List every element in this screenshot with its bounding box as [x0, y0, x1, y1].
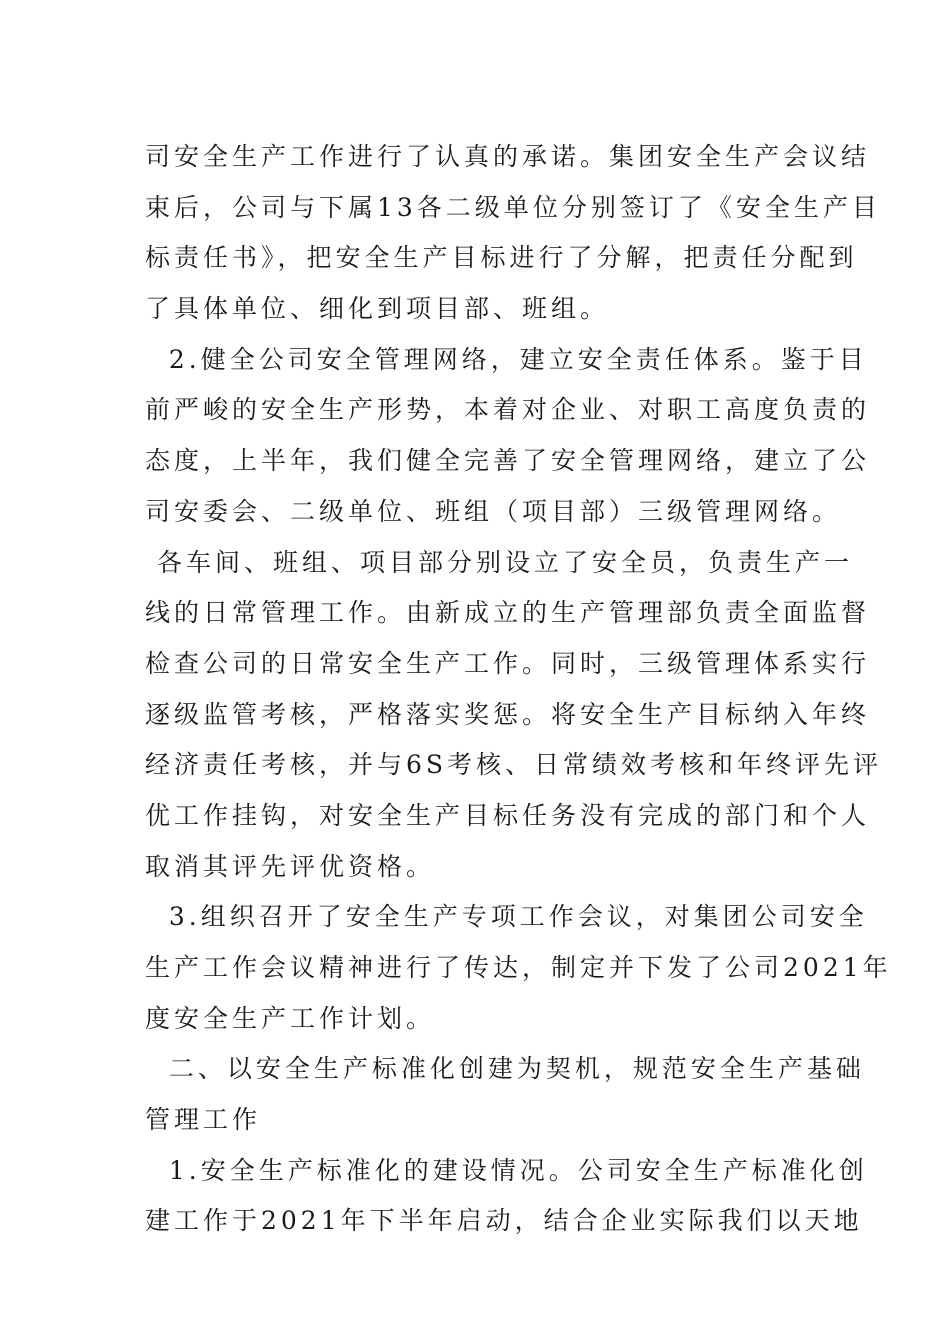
- text-line: 前严峻的安全生产形势，本着对企业、对职工高度负责的: [145, 395, 871, 425]
- text-line: 检查公司的日常安全生产工作。同时，三级管理体系实行: [145, 648, 871, 678]
- text-line: 线的日常管理工作。由新成立的生产管理部负责全面监督: [145, 598, 871, 628]
- text-line: 3.组织召开了安全生产专项工作会议，对集团公司安全: [145, 902, 868, 932]
- text-line: 态度，上半年，我们健全完善了安全管理网络，建立了公: [145, 446, 871, 476]
- text-line: 标责任书》，把安全生产目标进行了分解，把责任分配到: [145, 243, 858, 273]
- text-line: 生产工作会议精神进行了传达，制定并下发了公司2021年: [145, 953, 892, 982]
- text-line: 管理工作: [145, 1105, 262, 1135]
- text-line: 2.健全公司安全管理网络，建立安全责任体系。鉴于目: [145, 344, 868, 374]
- text-line: 经济责任考核，并与6S考核、日常绩效考核和年终评先评: [145, 750, 883, 780]
- text-line: 取消其评先评优资格。: [145, 851, 436, 881]
- text-line: 各车间、班组、项目部分别设立了安全员，负责生产一: [145, 547, 853, 577]
- text-line: 建工作于2021年下半年启动，结合企业实际我们以天地: [145, 1206, 863, 1236]
- text-line: 逐级监管考核，严格落实奖惩。将安全生产目标纳入年终: [145, 699, 871, 729]
- text-line: 度安全生产工作计划。: [145, 1003, 436, 1033]
- text-line: 司安委会、二级单位、班组（项目部）三级管理网络。: [145, 496, 842, 526]
- text-line: 司安全生产工作进行了认真的承诺。集团安全生产会议结: [145, 142, 871, 171]
- text-line: 二、以安全生产标准化创建为契机，规范安全生产基础: [145, 1054, 865, 1084]
- text-line: 了具体单位、细化到项目部、班组。: [145, 294, 610, 324]
- text-line: 优工作挂钩，对安全生产目标任务没有完成的部门和个人: [145, 800, 871, 830]
- text-line: 1.安全生产标准化的建设情况。公司安全生产标准化创: [145, 1155, 868, 1185]
- text-line: 束后，公司与下属13各二级单位分别签订了《安全生产目: [145, 192, 881, 222]
- body-text: [145, 132, 892, 1247]
